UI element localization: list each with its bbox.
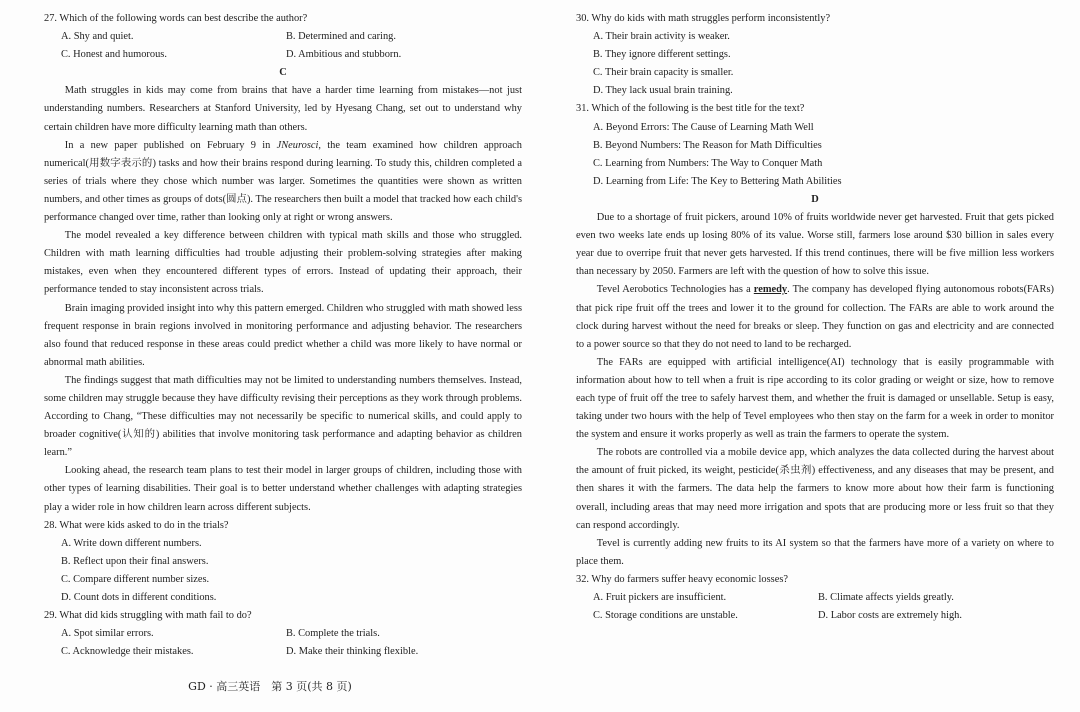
d-p2-text-after: . The company has developed flying autonomous robots(FARs) that pick ripe fruit off the trees and lower it to the ground for collection. The FARs are able to work around the clock during harvest without the need for breaks or sleep. They function on gas and electricity and are connected to a power source so that they do not need to land to be recharged. [576, 284, 1054, 350]
q27-option-b: B. Determined and caring. [286, 31, 396, 43]
q32-option-d: D. Labor costs are extremely high. [818, 610, 962, 622]
q30-option-a: A. Their brain activity is weaker. [593, 31, 730, 43]
passage-c-paragraph-2 [44, 137, 522, 227]
question-30-stem: 30. Why do kids with math struggles perform inconsistently? [576, 13, 831, 24]
page-footer: GD · 高三英语 第 3 页(共 8 页) [188, 680, 352, 693]
q28-option-a: A. Write down different numbers. [61, 537, 202, 549]
question-29-options-row2 [44, 643, 522, 661]
question-29-options-row1 [44, 625, 522, 643]
passage-c-paragraph-4: Brain imaging provided insight into why this pattern emerged. Children who struggled with math showed less frequent response in brain regions involved in monitoring performance and adjusting behavior. The researchers also found that reduced response in these areas could predict whether a child was more likely to have normal or abnormal math abilities. [44, 302, 522, 368]
right-column [576, 10, 1054, 625]
q32-option-b: B. Climate affects yields greatly. [818, 592, 954, 603]
q30-option-c: C. Their brain capacity is smaller. [593, 67, 734, 79]
p2-text-before: In a new paper published on February 9 in [64, 139, 277, 151]
q30-option-b: B. They ignore different settings. [593, 49, 731, 61]
q27-option-a: A. Shy and quiet. [61, 31, 134, 43]
q29-option-d: D. Make their thinking flexible. [286, 646, 419, 658]
question-28-stem: 28. What were kids asked to do in the trials? [44, 519, 229, 531]
bottom-right-fade-overlay [700, 650, 1080, 712]
passage-d-paragraph-1: Due to a shortage of fruit pickers, around 10% of fruits worldwide never get harvested. Fruit that gets picked even two weeks late ends up losing 80% of its value. Worse still, farmers lose around $30 billion in sales every year due to overripe fruit that never gets harvested. If this trend continues, there will be five million less workers than necessary by 2050. Farmers are left with the question of how to solve this issue. [576, 212, 1054, 278]
question-27-options-row1 [44, 28, 522, 46]
section-d-heading: D [811, 193, 819, 205]
q27-option-d: D. Ambitious and stubborn. [286, 49, 402, 61]
passage-d-paragraph-4: The robots are controlled via a mobile device app, which analyzes the data collected during the harvest about the amount of fruit picked, its weight, pesticide(杀虫剂) effectiveness, and any diseases that may be present, and then shares it with the farmers. The data help the farmers to know more about how their farm is functioning overall, including areas that may need more irrigation and spots that are producing more or less fruit so that they can respond accordingly. [576, 447, 1054, 531]
passage-d-paragraph-5: Tevel is currently adding new fruits to its AI system so that the farmers have more of a variety on where to place them. [576, 537, 1054, 567]
passage-c-paragraph-6: Looking ahead, the research team plans to test their model in larger groups of children, including those with other types of learning disabilities. Their goal is to better understand whether challenges with adapting strategies play a wider role in how children learn across different subjects. [44, 465, 522, 513]
question-32-stem: 32. Why do farmers suffer heavy economic losses? [576, 573, 788, 585]
q28-option-b: B. Reflect upon their final answers. [61, 555, 209, 567]
question-32-options-row2 [576, 607, 1054, 625]
passage-c-paragraph-5: The findings suggest that math difficulties may not be limited to understanding numbers themselves. Instead, some children may struggle because they have difficulty revising their perceptions as they work through problems. According to Chang, “These difficulties may not necessarily be specific to numerical skills, and could apply to broader cognitive(认知的) abilities that involve monitoring task performance and adapting behavior as children learn.” [44, 374, 522, 459]
p2-text-after: , the team examined how children approach numerical(用数字表示的) tasks and how their brains respond during learning. To study this, children completed a series of trials where they chose which number was larger. Sometimes the quantities were shown as written numbers, and other times as groups of dots(圆点). The researchers then built a model that tracked how each child's performance changed over time, rather than looking only at right or wrong answers. [44, 139, 522, 224]
q32-option-a: A. Fruit pickers are insufficient. [593, 592, 727, 603]
passage-c-paragraph-1: Math struggles in kids may come from brains that have a harder time learning from mistakes—not just understanding numbers. Researchers at Stanford University, led by Hyesang Chang, set out to understand why certain children have more difficulty learning math than others. [44, 85, 522, 133]
question-31-stem: 31. Which of the following is the best title for the text? [576, 103, 805, 115]
q29-option-a: A. Spot similar errors. [61, 628, 154, 640]
q29-option-c: C. Acknowledge their mistakes. [61, 646, 194, 658]
passage-d-paragraph-3: The FARs are equipped with artificial intelligence(AI) technology that is easily programmable with information about how to tell when a fruit is ripe according to its color grading or weight or size, how to remove each type of fruit off the tree to safely harvest them, and whether the fruit is damaged or unsellable. Setup is easy, taking under two hours with the help of Tevel employees who then stay on the farm for a week in order to monitor the system and ensure it works properly as well as train the farmers to operate the system. [576, 356, 1054, 441]
q31-option-b: B. Beyond Numbers: The Reason for Math Difficulties [593, 139, 822, 151]
q31-option-c: C. Learning from Numbers: The Way to Conquer Math [593, 157, 823, 169]
section-c-heading: C [279, 67, 287, 79]
passage-c-paragraph-3: The model revealed a key difference between children with typical math skills and those who struggled. Children with math learning difficulties had trouble adjusting their problem-solving strategies after making mistakes, even when they encountered different types of errors. Instead of updating their approach, their performance tended to stay inconsistent across trials. [44, 230, 522, 296]
q31-option-a: A. Beyond Errors: The Cause of Learning Math Well [593, 121, 814, 133]
underlined-word-remedy: remedy [753, 284, 788, 296]
d-p2-text-before: Tevel Aerobotics Technologies has a [596, 284, 754, 296]
q31-option-d: D. Learning from Life: The Key to Bettering Math Abilities [593, 175, 842, 187]
q30-option-d: D. They lack usual brain training. [593, 85, 733, 97]
q27-option-c: C. Honest and humorous. [61, 49, 167, 61]
question-27-options-row2 [44, 46, 522, 64]
q29-option-b: B. Complete the trials. [286, 628, 380, 640]
question-32-options-row1 [576, 589, 1054, 607]
q28-option-c: C. Compare different number sizes. [61, 573, 210, 585]
q32-option-c: C. Storage conditions are unstable. [593, 610, 738, 622]
question-29-stem: 29. What did kids struggling with math fail to do? [44, 610, 252, 622]
left-column [44, 10, 522, 661]
passage-d-paragraph-2 [576, 281, 1054, 353]
q28-option-d: D. Count dots in different conditions. [61, 592, 217, 603]
journal-name: JNeurosci [276, 139, 319, 151]
question-27-stem: 27. Which of the following words can best describe the author? [44, 13, 308, 24]
